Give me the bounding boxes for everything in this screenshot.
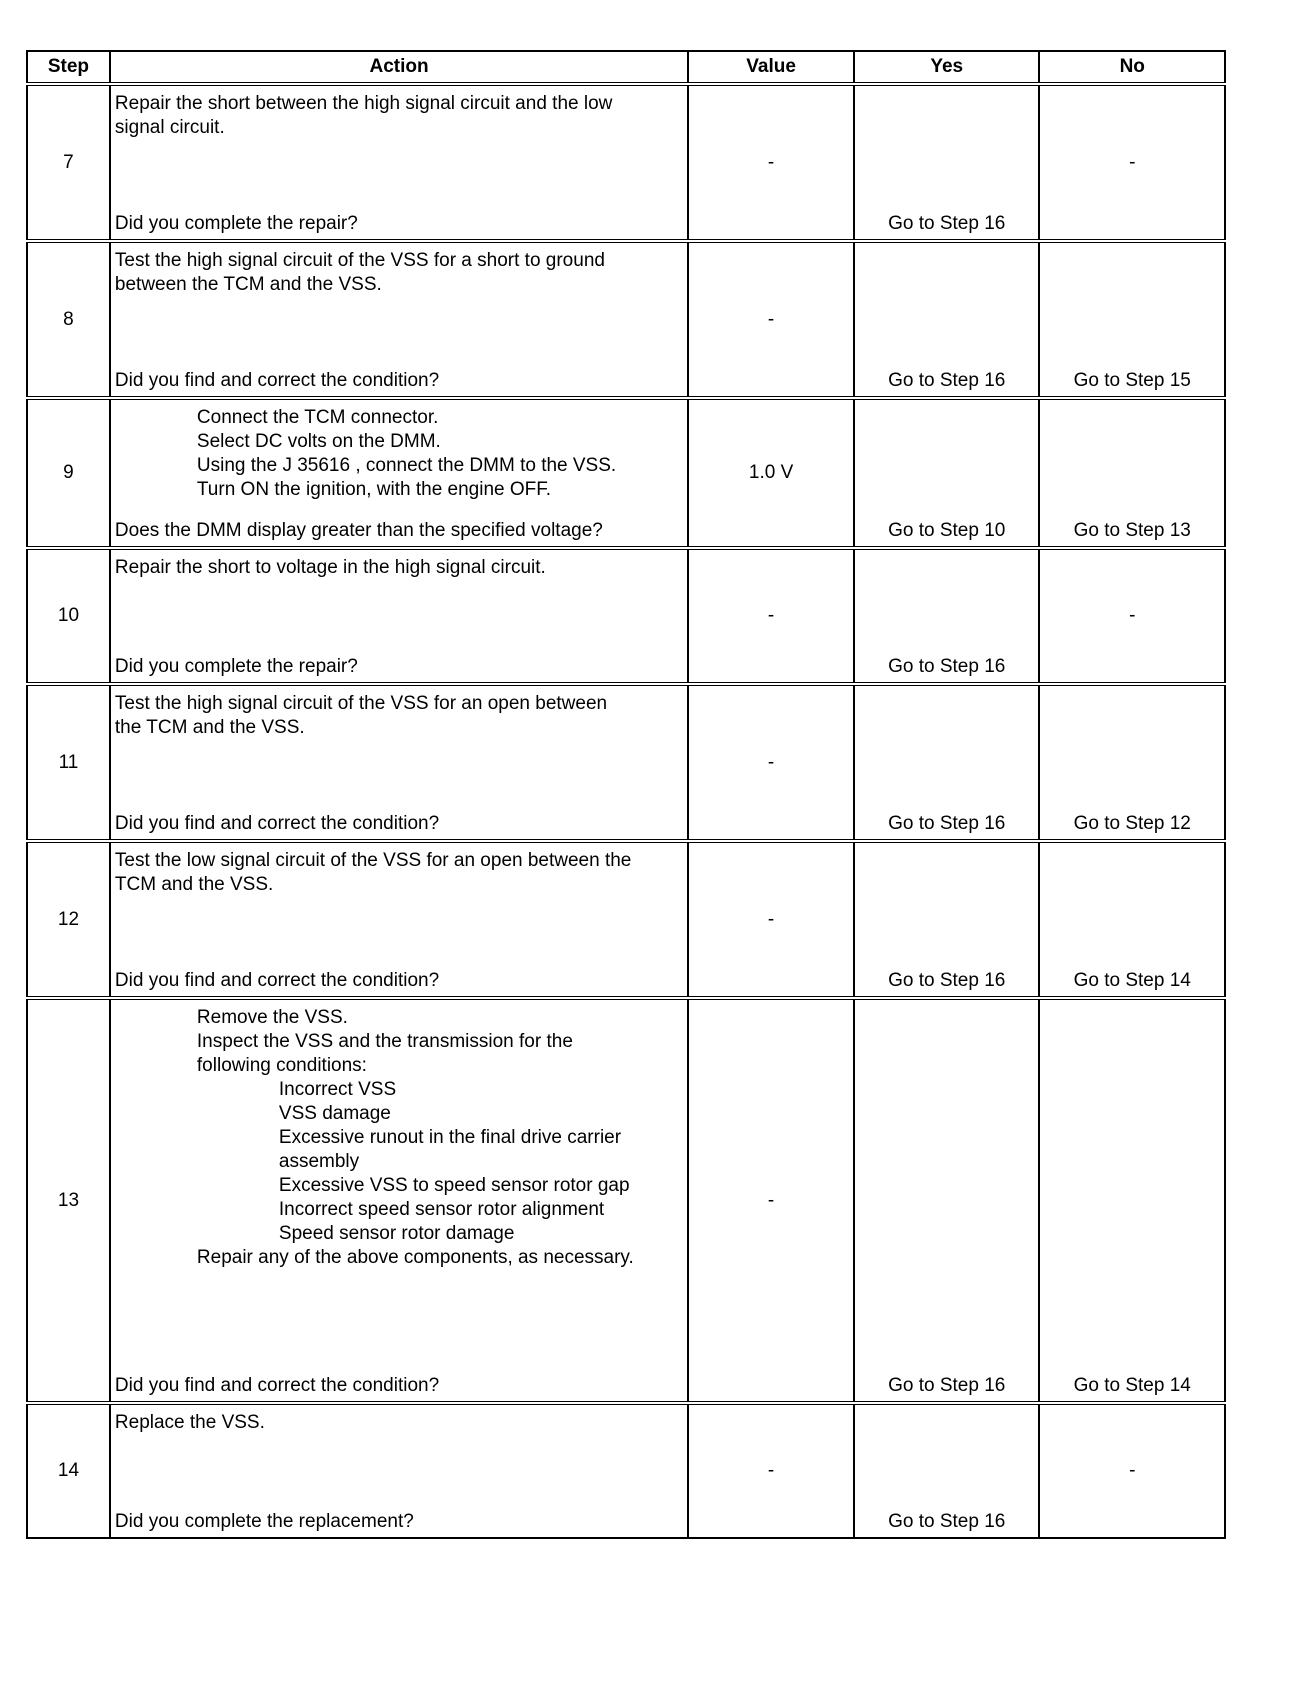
action-cell bbox=[110, 84, 688, 241]
yes-cell bbox=[854, 241, 1039, 398]
action-cell bbox=[110, 1403, 688, 1538]
table-row bbox=[27, 241, 1225, 398]
table-row bbox=[27, 841, 1225, 998]
instruction-line: Excessive VSS to speed sensor rotor gap bbox=[278, 1175, 630, 1196]
instruction-line: Connect the TCM connector. bbox=[196, 407, 439, 428]
instruction-line: following conditions: bbox=[196, 1055, 367, 1076]
instruction-line: Repair the short between the high signal circuit and the low bbox=[114, 93, 613, 114]
instruction-line: Incorrect VSS bbox=[278, 1079, 397, 1100]
step-number: 12 bbox=[27, 841, 110, 998]
step-number: 9 bbox=[27, 398, 110, 548]
no-cell bbox=[1039, 841, 1225, 998]
instruction-line: TCM and the VSS. bbox=[114, 874, 274, 895]
no-cell bbox=[1039, 548, 1225, 684]
no-result: Go to Step 15 bbox=[1073, 370, 1191, 391]
table-row bbox=[27, 1403, 1225, 1538]
action-question: Did you find and correct the condition? bbox=[114, 813, 440, 834]
yes-cell bbox=[854, 398, 1039, 548]
no-result: Go to Step 14 bbox=[1073, 970, 1191, 991]
yes-cell bbox=[854, 998, 1039, 1403]
action-cell bbox=[110, 548, 688, 684]
action-cell bbox=[110, 841, 688, 998]
no-result: Go to Step 13 bbox=[1073, 520, 1191, 541]
no-result: - bbox=[1129, 151, 1136, 173]
yes-cell bbox=[854, 84, 1039, 241]
action-question: Did you complete the replacement? bbox=[114, 1511, 414, 1532]
step-number: 8 bbox=[27, 241, 110, 398]
instruction-line: Excessive runout in the final drive carrier bbox=[278, 1127, 622, 1148]
table-row bbox=[27, 398, 1225, 548]
value-cell: - bbox=[688, 841, 854, 998]
no-cell bbox=[1039, 241, 1225, 398]
instruction-line: Turn ON the ignition, with the engine OFF. bbox=[196, 479, 552, 500]
no-result: Go to Step 14 bbox=[1073, 1375, 1191, 1396]
action-question: Did you complete the repair? bbox=[114, 213, 358, 234]
no-cell bbox=[1039, 84, 1225, 241]
yes-result: Go to Step 10 bbox=[888, 520, 1006, 541]
instruction-line: Test the high signal circuit of the VSS for an open between bbox=[114, 693, 608, 714]
no-cell bbox=[1039, 1403, 1225, 1538]
no-result: - bbox=[1129, 1460, 1136, 1481]
header-step: Step bbox=[27, 51, 110, 84]
action-cell bbox=[110, 241, 688, 398]
value-cell: - bbox=[688, 548, 854, 684]
action-question: Did you find and correct the condition? bbox=[114, 1375, 440, 1396]
value-cell: - bbox=[688, 84, 854, 241]
no-cell bbox=[1039, 998, 1225, 1403]
no-result: Go to Step 12 bbox=[1073, 813, 1191, 834]
yes-cell bbox=[854, 841, 1039, 998]
action-cell bbox=[110, 398, 688, 548]
value-cell: - bbox=[688, 684, 854, 841]
yes-cell bbox=[854, 548, 1039, 684]
header-value: Value bbox=[688, 51, 854, 84]
step-number: 14 bbox=[27, 1403, 110, 1538]
yes-result: Go to Step 16 bbox=[888, 370, 1006, 391]
yes-cell bbox=[854, 684, 1039, 841]
instruction-line: Using the J 35616 , connect the DMM to the VSS. bbox=[196, 455, 617, 476]
instruction-line: Repair any of the above components, as necessary. bbox=[196, 1247, 634, 1268]
action-cell bbox=[110, 684, 688, 841]
header-yes: Yes bbox=[854, 51, 1039, 84]
step-number: 11 bbox=[27, 684, 110, 841]
instruction-line: Select DC volts on the DMM. bbox=[196, 431, 441, 452]
action-question: Did you complete the repair? bbox=[114, 656, 358, 677]
yes-result: Go to Step 16 bbox=[888, 813, 1006, 834]
action-cell bbox=[110, 998, 688, 1403]
instruction-line: Test the high signal circuit of the VSS for a short to ground bbox=[114, 250, 605, 271]
yes-result: Go to Step 16 bbox=[888, 213, 1006, 234]
action-question: Did you find and correct the condition? bbox=[114, 370, 440, 391]
instruction-line: Incorrect speed sensor rotor alignment bbox=[278, 1199, 605, 1220]
no-result: - bbox=[1129, 605, 1136, 626]
instruction-line: the TCM and the VSS. bbox=[114, 717, 305, 738]
yes-cell bbox=[854, 1403, 1039, 1538]
header-no: No bbox=[1039, 51, 1225, 84]
step-number: 7 bbox=[27, 84, 110, 241]
instruction-line: Replace the VSS. bbox=[114, 1412, 265, 1433]
instruction-line: assembly bbox=[278, 1151, 360, 1172]
yes-result: Go to Step 16 bbox=[888, 1511, 1006, 1532]
no-cell bbox=[1039, 398, 1225, 548]
yes-result: Go to Step 16 bbox=[888, 970, 1006, 991]
table-row bbox=[27, 84, 1225, 241]
instruction-line: between the TCM and the VSS. bbox=[114, 274, 382, 295]
table-row bbox=[27, 548, 1225, 684]
action-question: Did you find and correct the condition? bbox=[114, 970, 440, 991]
action-question: Does the DMM display greater than the specified voltage? bbox=[114, 520, 603, 541]
header-row bbox=[27, 51, 1225, 84]
no-cell bbox=[1039, 684, 1225, 841]
value-cell: - bbox=[688, 1403, 854, 1538]
instruction-line: signal circuit. bbox=[114, 117, 225, 138]
instruction-line: Remove the VSS. bbox=[196, 1007, 348, 1028]
value-cell: 1.0 V bbox=[688, 398, 854, 548]
table-row bbox=[27, 684, 1225, 841]
step-number: 13 bbox=[27, 998, 110, 1403]
value-cell: - bbox=[688, 241, 854, 398]
diagnostic-table bbox=[26, 50, 1226, 1539]
yes-result: Go to Step 16 bbox=[888, 1375, 1006, 1396]
yes-result: Go to Step 16 bbox=[888, 656, 1006, 677]
instruction-line: Inspect the VSS and the transmission for the bbox=[196, 1031, 573, 1052]
step-number: 10 bbox=[27, 548, 110, 684]
instruction-line: Repair the short to voltage in the high signal circuit. bbox=[114, 557, 546, 578]
instruction-line: VSS damage bbox=[278, 1103, 391, 1124]
value-cell: - bbox=[688, 998, 854, 1403]
table-row bbox=[27, 998, 1225, 1403]
header-action: Action bbox=[110, 51, 688, 84]
instruction-line: Test the low signal circuit of the VSS for an open between the bbox=[114, 850, 632, 871]
instruction-line: Speed sensor rotor damage bbox=[278, 1223, 515, 1244]
